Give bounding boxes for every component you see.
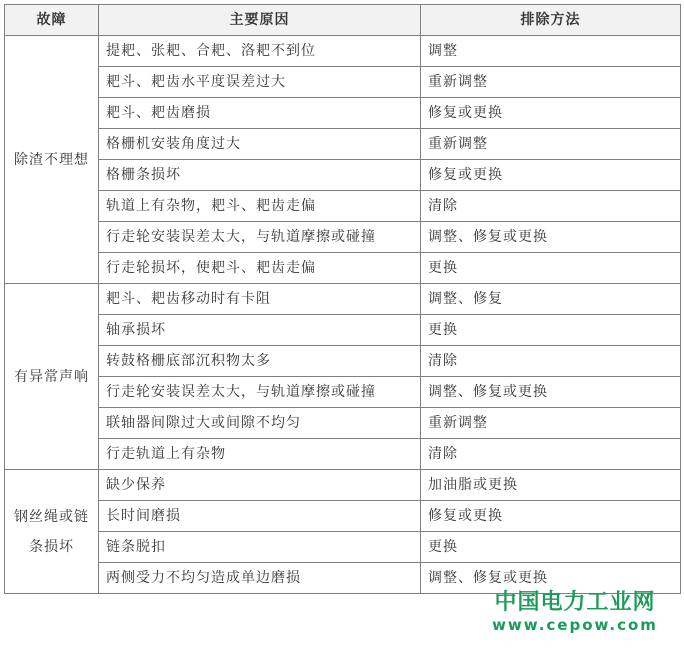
cause-cell: 行走轮安装误差太大，与轨道摩擦或碰撞 [99, 377, 421, 408]
header-row [5, 5, 681, 36]
table-row [5, 129, 681, 160]
cause-cell: 提耙、张耙、合耙、洛耙不到位 [99, 36, 421, 67]
fix-cell: 调整、修复 [421, 284, 681, 315]
fault-label: 有异常声响 [14, 368, 89, 385]
table-row [5, 315, 681, 346]
table-row [5, 67, 681, 98]
header-fix: 排除方法 [421, 5, 681, 36]
table-row [5, 222, 681, 253]
cause-cell: 格栅条损坏 [99, 160, 421, 191]
table-row [5, 439, 681, 470]
cause-cell: 格栅机安装角度过大 [99, 129, 421, 160]
cause-cell: 联轴器间隙过大或间隙不均匀 [99, 408, 421, 439]
cause-cell: 缺少保养 [99, 470, 421, 501]
fix-cell: 清除 [421, 191, 681, 222]
cause-cell: 行走轮损坏，使耙斗、耙齿走偏 [99, 253, 421, 284]
fix-cell: 调整、修复或更换 [421, 377, 681, 408]
cause-cell: 耙斗、耙齿水平度误差过大 [99, 67, 421, 98]
fix-cell: 更换 [421, 315, 681, 346]
fault-table [4, 4, 681, 594]
table-row [5, 346, 681, 377]
cause-cell: 耙斗、耙齿移动时有卡阻 [99, 284, 421, 315]
fault-cell [5, 36, 99, 284]
table-row [5, 470, 681, 501]
fix-cell: 清除 [421, 346, 681, 377]
table-row [5, 36, 681, 67]
fix-cell: 调整 [421, 36, 681, 67]
watermark-name: 中国电力工业网 [494, 590, 656, 615]
cause-cell: 行走轮安装误差太大，与轨道摩擦或碰撞 [99, 222, 421, 253]
fix-cell: 重新调整 [421, 129, 681, 160]
fix-cell: 加油脂或更换 [421, 470, 681, 501]
table-row [5, 563, 681, 594]
cause-cell: 链条脱扣 [99, 532, 421, 563]
header-fault: 故障 [5, 5, 99, 36]
fix-cell: 清除 [421, 439, 681, 470]
cause-cell: 转鼓格栅底部沉积物太多 [99, 346, 421, 377]
cause-cell: 耙斗、耙齿磨损 [99, 98, 421, 129]
fix-cell: 重新调整 [421, 408, 681, 439]
table-row [5, 160, 681, 191]
table-row [5, 253, 681, 284]
watermark-url: www.cepow.com [492, 616, 658, 634]
cause-cell: 行走轨道上有杂物 [99, 439, 421, 470]
table-row [5, 98, 681, 129]
table-row [5, 532, 681, 563]
fault-cell [5, 284, 99, 470]
cause-cell: 长时间磨损 [99, 501, 421, 532]
fix-cell: 调整、修复或更换 [421, 222, 681, 253]
fix-cell: 更换 [421, 532, 681, 563]
cause-cell: 轴承损坏 [99, 315, 421, 346]
table-row [5, 284, 681, 315]
watermark [475, 590, 675, 634]
fault-label: 钢丝绳或链条损坏 [14, 508, 89, 555]
table-row [5, 501, 681, 532]
table-row [5, 377, 681, 408]
header-cause: 主要原因 [99, 5, 421, 36]
fix-cell: 修复或更换 [421, 501, 681, 532]
fix-cell: 调整、修复或更换 [421, 563, 681, 594]
cause-cell: 两侧受力不均匀造成单边磨损 [99, 563, 421, 594]
fix-cell: 修复或更换 [421, 160, 681, 191]
fault-cell [5, 470, 99, 594]
fix-cell: 重新调整 [421, 67, 681, 98]
table-row [5, 408, 681, 439]
fault-label: 除渣不理想 [14, 151, 89, 168]
fix-cell: 更换 [421, 253, 681, 284]
table-row [5, 191, 681, 222]
cause-cell: 轨道上有杂物，耙斗、耙齿走偏 [99, 191, 421, 222]
fix-cell: 修复或更换 [421, 98, 681, 129]
